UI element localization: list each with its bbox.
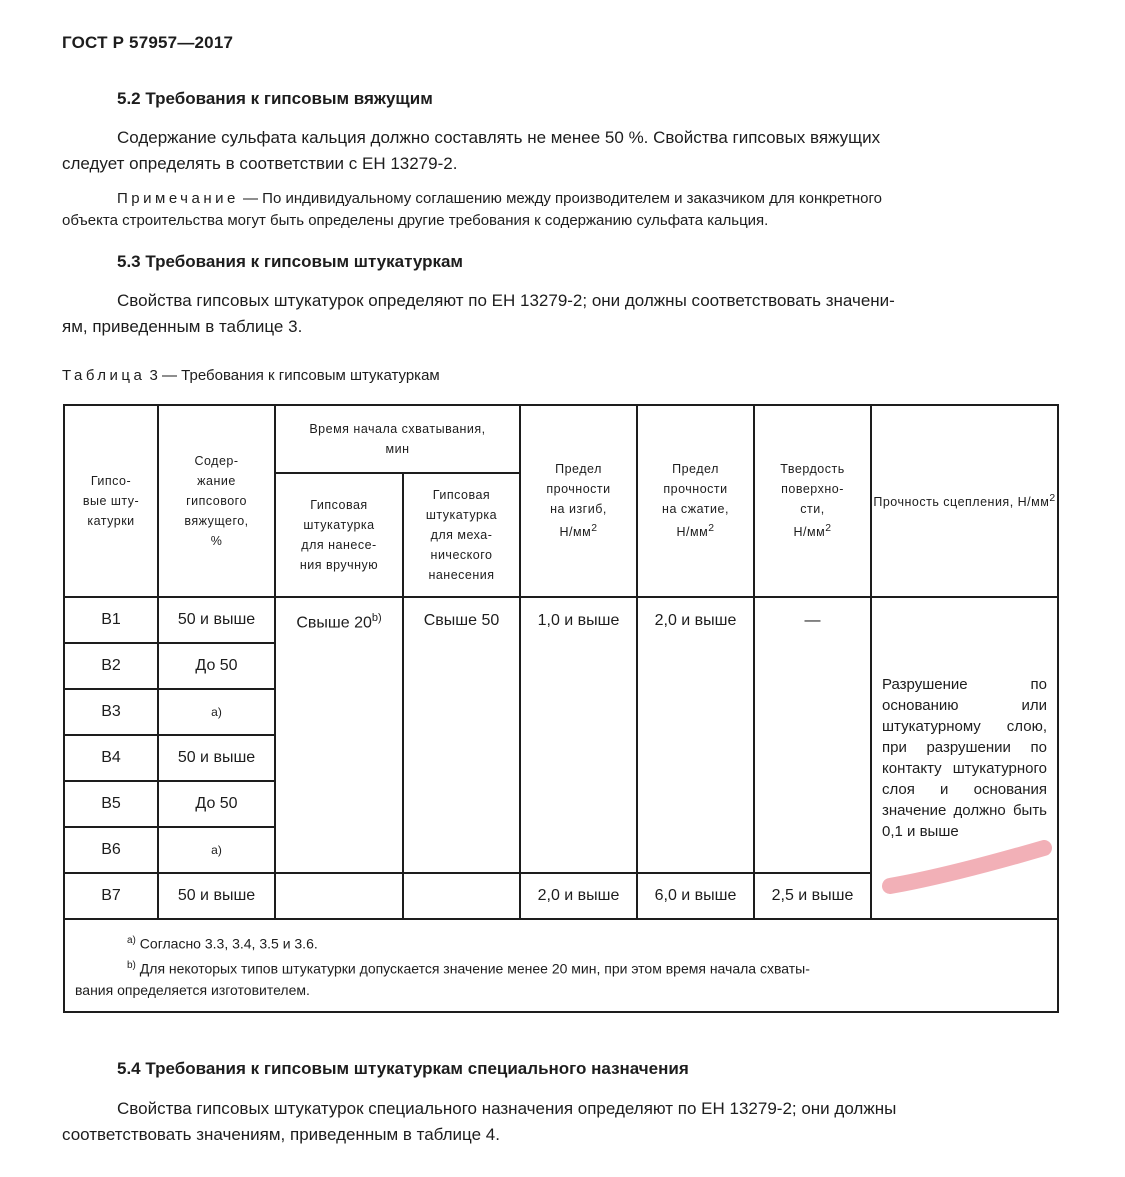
cell-binder-content: 50 и выше bbox=[158, 735, 275, 781]
cell-compressive-strength: 2,0 и выше bbox=[637, 597, 754, 873]
section-5-2-para-line1: Содержание сульфата кальция должно составлять не менее 50 %. Свойства гипсовых вяжущих bbox=[117, 128, 881, 147]
table-caption-text: 3 — Требования к гипсовым штукатуркам bbox=[149, 367, 440, 384]
table-3 bbox=[63, 404, 1059, 1013]
cell-adhesion-value: Разрушение по основанию или штукатурному слою, при разрушении по контакту штукатурного слоя и основания значение должно быть 0,1 и выше bbox=[871, 597, 1058, 919]
cell-machine-setting-time bbox=[403, 873, 520, 919]
table-row bbox=[64, 597, 1058, 643]
cell-binder-content: 50 и выше bbox=[158, 873, 275, 919]
footnote-b-line2: вания определяется изготовителем. bbox=[75, 982, 310, 999]
cell-compressive-strength: 6,0 и выше bbox=[637, 873, 754, 919]
table-caption-label: Таблица bbox=[62, 367, 146, 384]
cell-plaster-type: В4 bbox=[64, 735, 158, 781]
document-header: ГОСТ Р 57957—2017 bbox=[62, 33, 234, 52]
section-5-4-para-line1: Свойства гипсовых штукатурок специального назначения определяют по ЕН 13279-2; они должны bbox=[117, 1099, 897, 1118]
header-surface-hardness: Твердость поверхно- сти, $Н/мм^2$ bbox=[754, 405, 871, 597]
cell-plaster-type: В6 bbox=[64, 827, 158, 873]
cell-plaster-type: В3 bbox=[64, 689, 158, 735]
cell-plaster-type: В7 bbox=[64, 873, 158, 919]
cell-surface-hardness: 2,5 и выше bbox=[754, 873, 871, 919]
header-manual-application: Гипсовая штукатурка для нанесе- ния вручную bbox=[275, 473, 403, 597]
cell-plaster-type: В1 bbox=[64, 597, 158, 643]
footnote-b-line1: $^{b)}$ Для некоторых типов штукатурки допускается значение менее 20 мин, при этом время начала схваты- bbox=[127, 959, 810, 977]
cell-machine-setting-time: Свыше 50 bbox=[403, 597, 520, 873]
section-5-3-title: 5.3 Требования к гипсовым штукатуркам bbox=[117, 252, 464, 271]
header-machine-application: Гипсовая штукатурка для меха- нического нанесения bbox=[403, 473, 520, 597]
cell-manual-setting-time bbox=[275, 873, 403, 919]
cell-flexural-strength: 2,0 и выше bbox=[520, 873, 637, 919]
cell-manual-setting-time: Свыше 20$^{b)}$ bbox=[275, 597, 403, 873]
cell-binder-content: До 50 bbox=[158, 643, 275, 689]
cell-plaster-type: В5 bbox=[64, 781, 158, 827]
section-5-4-para-line2: соответствовать значениям, приведенным в таблице 4. bbox=[62, 1125, 500, 1144]
cell-surface-hardness: — bbox=[754, 597, 871, 873]
header-compressive-strength: Предел прочности на сжатие, $Н/мм^2$ bbox=[637, 405, 754, 597]
header-flexural-strength: Предел прочности на изгиб, $Н/мм^2$ bbox=[520, 405, 637, 597]
cell-plaster-type: В2 bbox=[64, 643, 158, 689]
note-label: Примечание bbox=[117, 190, 239, 207]
section-5-2-note-line2: объекта строительства могут быть определены другие требования к содержанию сульфата кальция. bbox=[62, 212, 769, 229]
section-5-4-title: 5.4 Требования к гипсовым штукатуркам специального назначения bbox=[117, 1059, 689, 1078]
cell-binder-content: 50 и выше bbox=[158, 597, 275, 643]
note-text: — По индивидуальному соглашению между производителем и заказчиком для конкретного bbox=[238, 190, 882, 207]
cell-binder-content: а) bbox=[158, 827, 275, 873]
header-adhesion-strength: Прочность сцепления, $Н/мм^2$ bbox=[871, 405, 1058, 597]
section-5-3-para-line1: Свойства гипсовых штукатурок определяют по ЕН 13279-2; они должны соответствовать значени- bbox=[117, 291, 895, 310]
header-binder-content: Содер- жание гипсового вяжущего, % bbox=[158, 405, 275, 597]
header-setting-time: Время начала схватывания, мин bbox=[275, 405, 520, 473]
table-footnotes bbox=[64, 919, 1058, 1012]
section-5-3-para-line2: ям, приведенным в таблице 3. bbox=[62, 317, 303, 336]
cell-binder-content: До 50 bbox=[158, 781, 275, 827]
cell-flexural-strength: 1,0 и выше bbox=[520, 597, 637, 873]
footnote-a: $^{а)}$ Согласно 3.3, 3.4, 3.5 и 3.6. bbox=[127, 935, 318, 952]
cell-binder-content: а) bbox=[158, 689, 275, 735]
section-5-2-title: 5.2 Требования к гипсовым вяжущим bbox=[117, 89, 433, 108]
section-5-2-note-line1 bbox=[117, 188, 882, 210]
header-plaster-type: Гипсо- вые шту- катурки bbox=[64, 405, 158, 597]
table-3-caption bbox=[62, 367, 440, 384]
section-5-2-para-line2: следует определять в соответствии с ЕН 13279-2. bbox=[62, 154, 458, 173]
